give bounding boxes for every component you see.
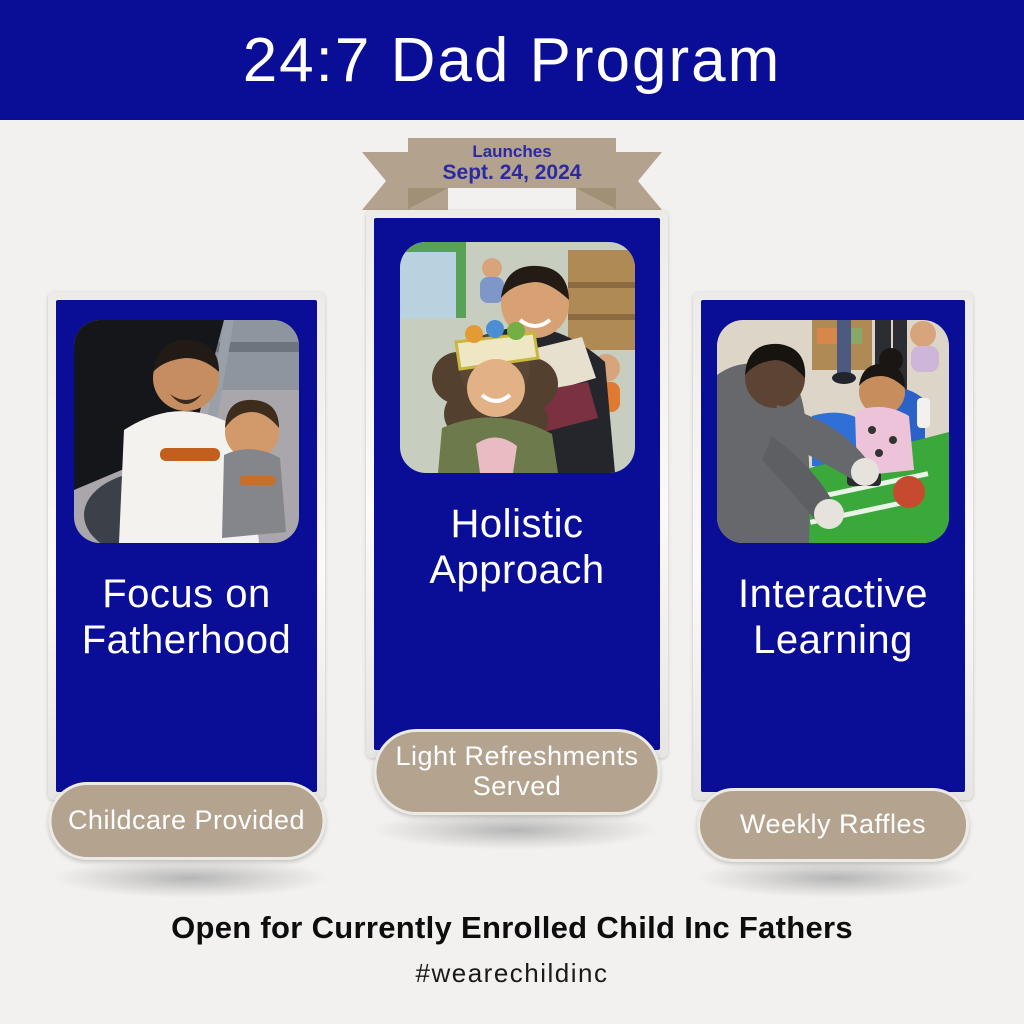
photo-illustration (74, 320, 299, 543)
badge-light-refreshments: Light Refreshments Served (374, 729, 661, 815)
card-holistic-title: Holistic Approach (429, 502, 605, 593)
card-shadow-right (695, 858, 975, 898)
photo-illustration (400, 242, 635, 473)
badge-childcare-provided: Childcare Provided (48, 782, 325, 860)
card-focus-body (56, 300, 317, 792)
badge-weekly-raffles: Weekly Raffles (697, 788, 969, 862)
ribbon-date-label: Sept. 24, 2024 (442, 161, 582, 184)
ribbon-launches-label: Launches (472, 142, 552, 161)
card-interactive-title: Interactive Learning (737, 572, 929, 663)
card-focus-title: Focus on Fatherhood (81, 572, 292, 663)
card-holistic-body (374, 218, 660, 750)
launch-ribbon (362, 133, 662, 213)
ribbon-banner (408, 138, 616, 188)
card-interactive-learning (693, 292, 973, 840)
footer-hashtag: #wearechildinc (415, 958, 609, 988)
page-title: 24:7 Dad Program (242, 26, 782, 95)
footer-eligibility-text: Open for Currently Enrolled Child Inc Fathers (171, 910, 853, 945)
header-banner (0, 0, 1024, 120)
photo-father-toddler-longhorns (74, 320, 299, 543)
card-shadow-center (370, 810, 660, 850)
card-focus-on-fatherhood (48, 292, 325, 836)
photo-illustration (717, 320, 949, 543)
card-shadow-left (50, 858, 330, 898)
card-holistic-approach (366, 210, 668, 801)
photo-father-daughter-crown (400, 242, 635, 473)
card-interactive-body (701, 300, 965, 792)
photo-father-child-craft (717, 320, 949, 543)
